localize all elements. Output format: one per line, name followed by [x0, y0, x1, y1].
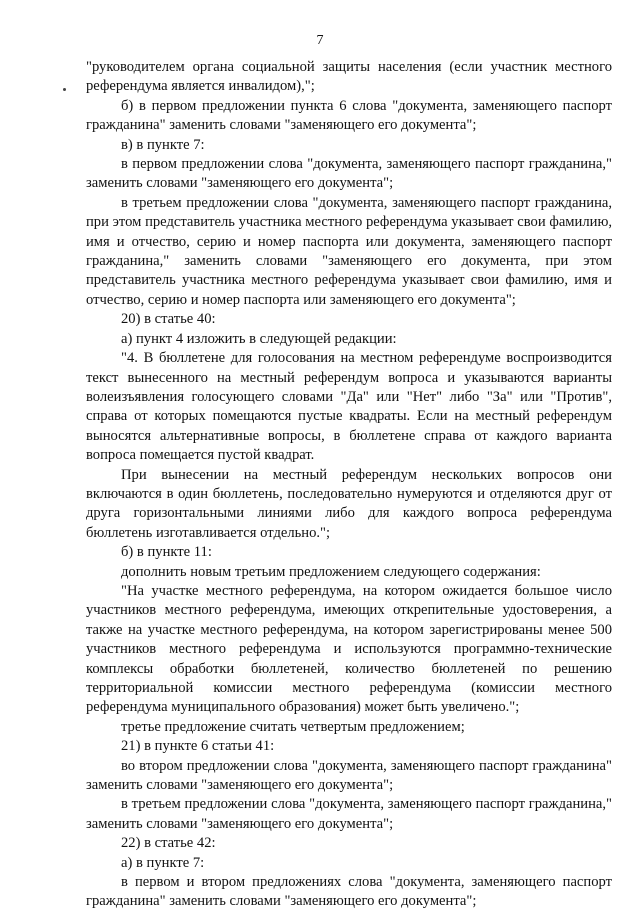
paragraph-6: 20) в статье 40: — [121, 311, 216, 328]
paragraph-7: а) пункт 4 изложить в следующей редакции: — [121, 330, 397, 347]
paragraph-15: во втором предложении слова "документа, заменяющего паспорт гражданина" заменить словами "заменяющего его документа"; — [86, 757, 612, 794]
paragraph-2: б) в первом предложении пункта 6 слова "документа, заменяющего паспорт гражданина" заменить словами "заменяющего его документа"; — [86, 97, 612, 134]
paragraph-10: б) в пункте 11: — [121, 544, 212, 561]
paragraph-9: При вынесении на местный референдум нескольких вопросов они включаются в один бюллетень, последовательно нумеруются и отделяются друг от друга горизонтальными линиями либо для каждого вопроса референдума бюллетень изготавливается отдельно."; — [86, 466, 612, 541]
document-body — [86, 58, 612, 912]
paragraph-17: 22) в статье 42: — [121, 835, 216, 852]
paragraph-4: в первом предложении слова "документа, заменяющего паспорт гражданина," заменить словами "заменяющего его документа"; — [86, 156, 612, 192]
paragraph-5: в третьем предложении слова "документа, заменяющего паспорт гражданина, при этом представитель участника местного референдума указывает свои фамилию, имя и отчество, серию и номер паспорта или документа, заменяющего паспорт гражданина," заменить словами "заменяющего его документа, при этом представитель участника местного референдума указывает свои фамилию, имя и отчество, серию и номер паспорта или заменяющего его документа"; — [86, 194, 612, 308]
page-number: 7 — [316, 33, 324, 48]
paragraph-1: "руководителем органа социальной защиты населения (если участник местного референдума является инвалидом),"; — [86, 59, 612, 95]
paragraph-11: дополнить новым третьим предложением следующего содержания: — [121, 563, 541, 580]
paragraph-14: 21) в пункте 6 статьи 41: — [121, 738, 275, 755]
margin-mark — [63, 88, 66, 91]
paragraph-12: "На участке местного референдума, на котором ожидается большое число участников местного референдума, имеющих открепительные удостоверения, а также на участке местного референдума, на котором зарегистрированы менее 500 участников местного референдума и используются программно-технические комплексы обработки бюллетеней, количество бюллетеней по решению территориальной комиссии местного референдума (комиссии местного референдума муниципального образования) может быть увеличено."; — [86, 582, 612, 716]
paragraph-13: третье предложение считать четвертым предложением; — [121, 718, 465, 735]
paragraph-16: в третьем предложении слова "документа, заменяющего паспорт гражданина," заменить словами "заменяющего его документа"; — [86, 796, 612, 832]
paragraph-3: в) в пункте 7: — [121, 136, 205, 153]
paragraph-8: "4. В бюллетене для голосования на местном референдуме воспроизводится текст вынесенного на местный референдум вопроса и указываются варианты волеизъявления голосующего словами "Да" или "Нет" либо "За" или "Против", справа от которых помещаются пустые квадраты. Если на местный референдум выносятся альтернативные вопросы, в бюллетене справа от каждого варианта вопроса помещается пустой квадрат. — [86, 350, 612, 464]
paragraph-19: в первом и втором предложениях слова "документа, заменяющего паспорт гражданина" заменить словами "заменяющего его документа"; — [86, 874, 612, 910]
paragraph-18: а) в пункте 7: — [121, 854, 205, 871]
